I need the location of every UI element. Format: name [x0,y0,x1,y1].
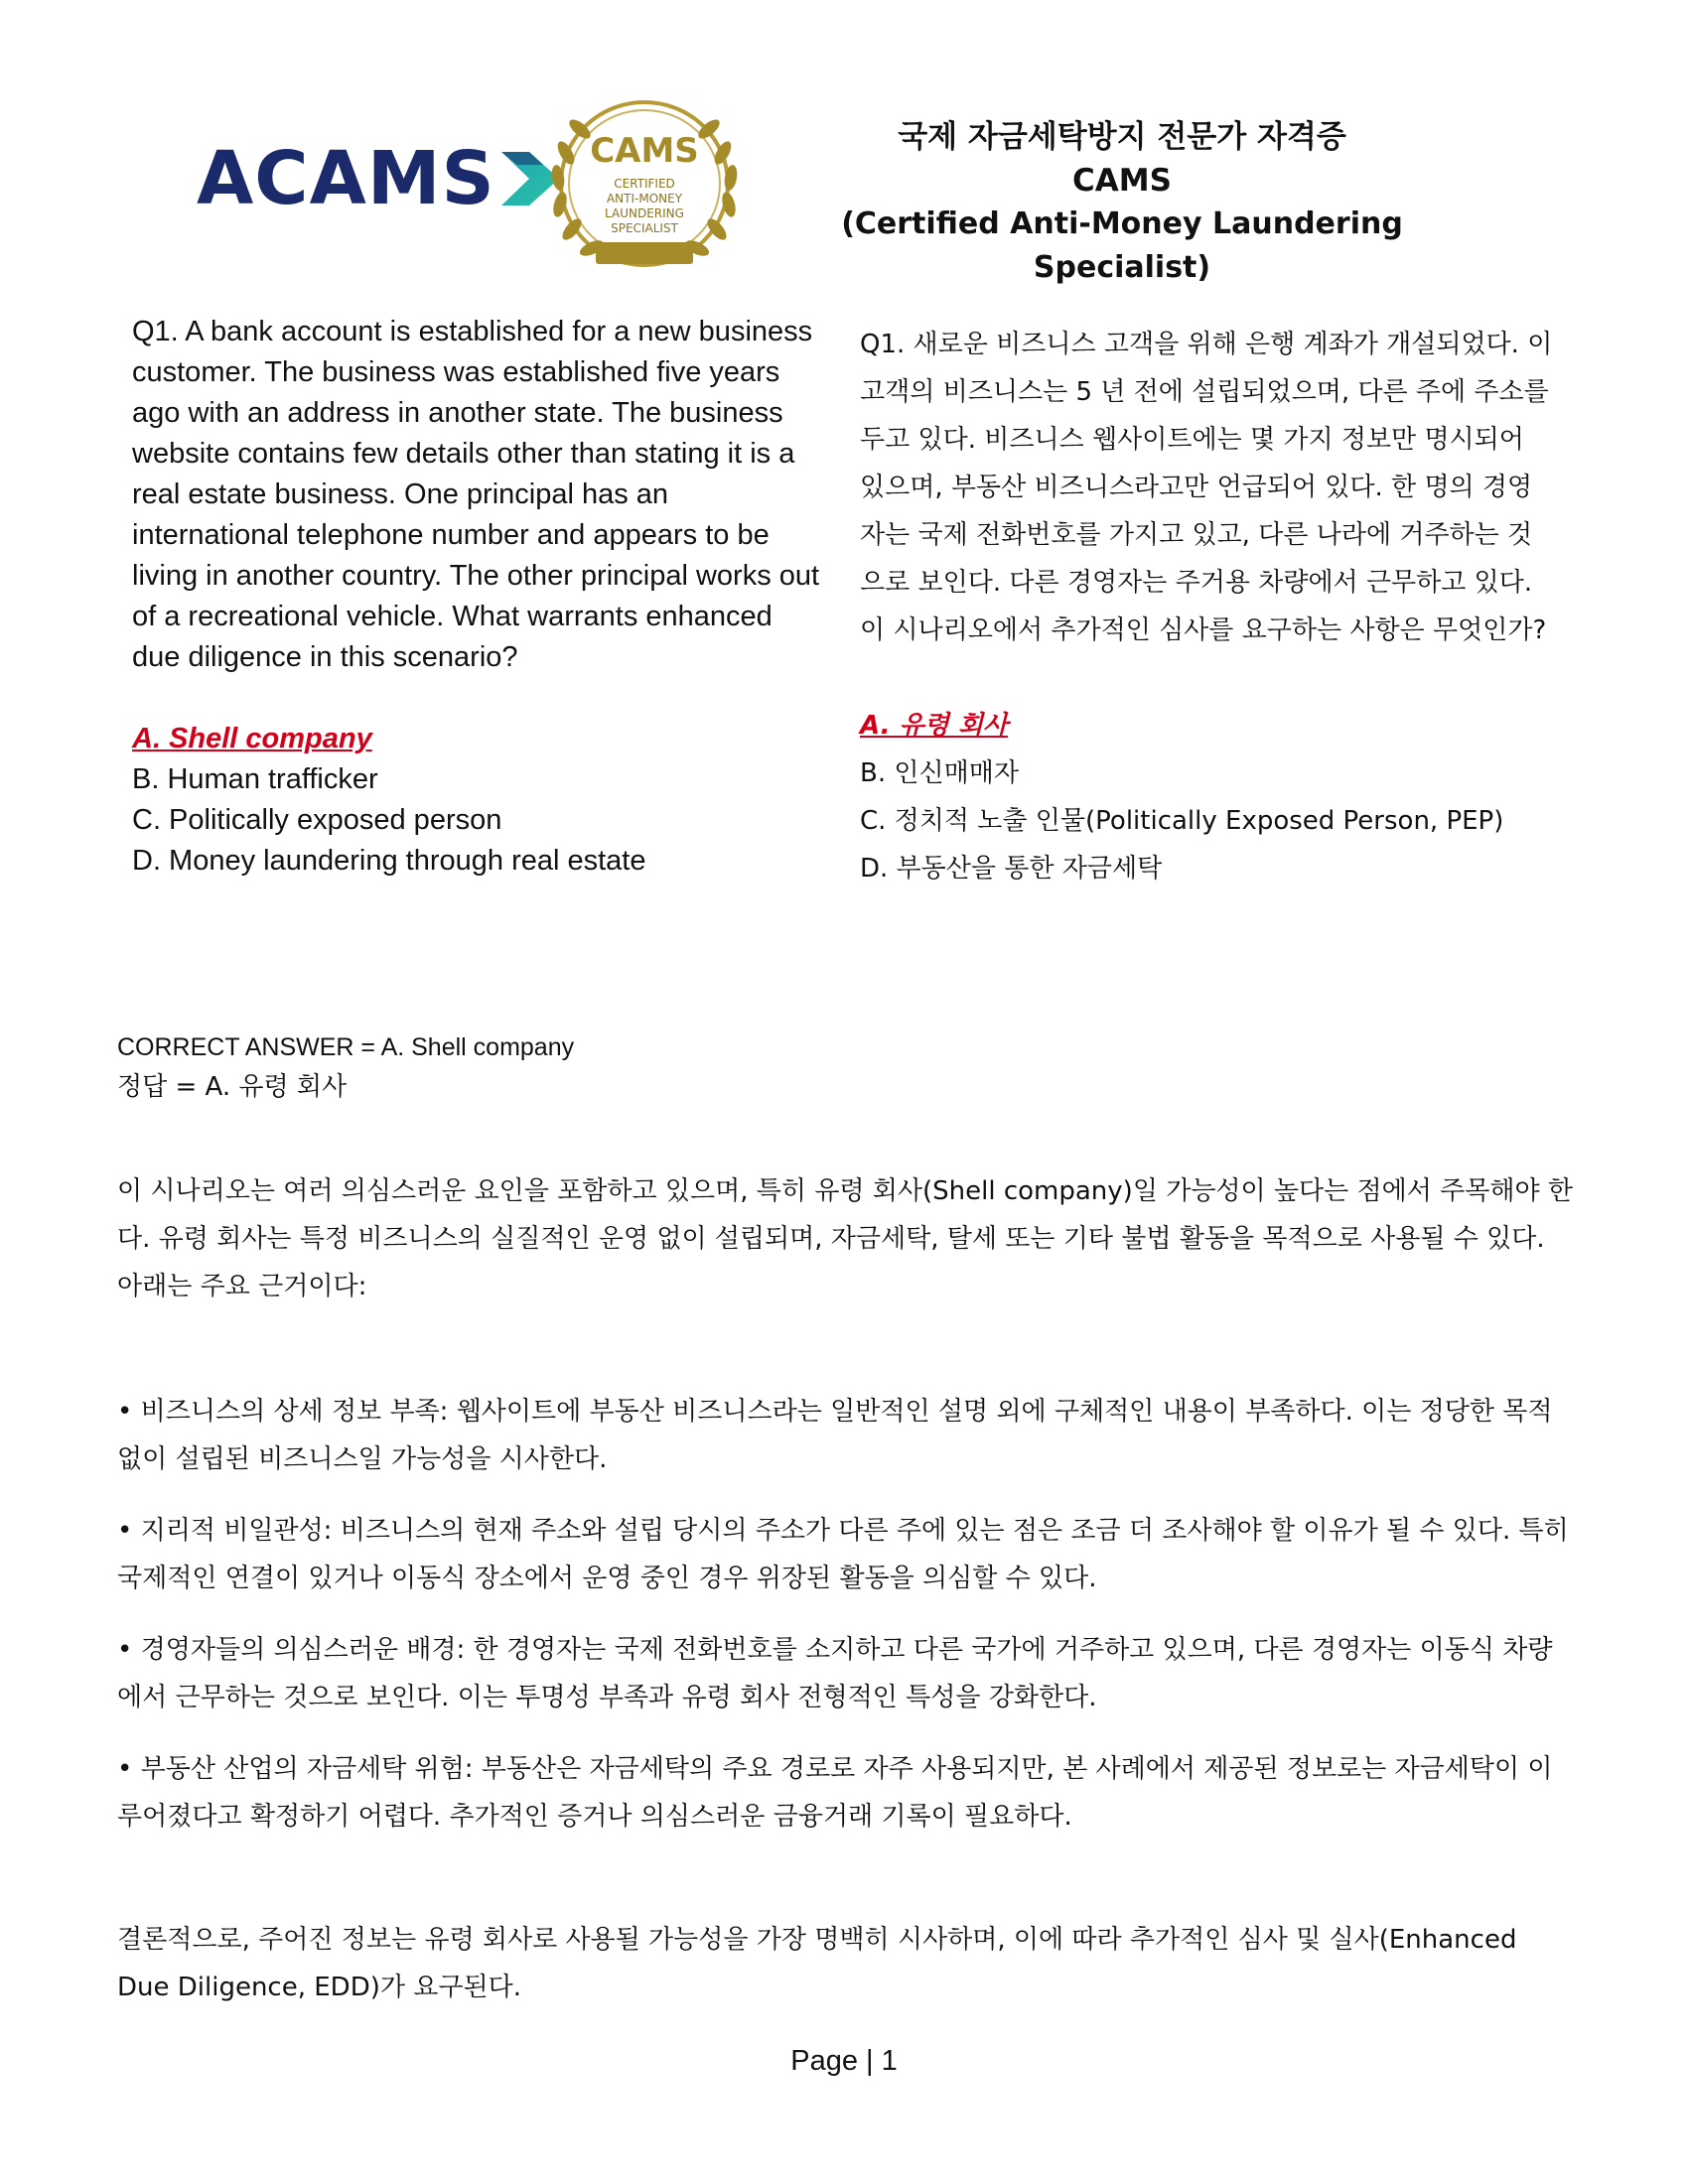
seal-line: ANTI-MONEY [606,192,683,205]
explanation-intro-text: 이 시나리오는 여러 의심스러운 요인을 포함하고 있으며, 특히 유령 회사(Shell company)일 가능성이 높다는 점에서 주목해야 한다. 유령 회사는 특정 비즈니스의 실질적인 운영 없이 설립되며, 자금세탁, 탈세 또는 기타 불법 활동을 목적으로 사용될 수 있다. 아래는 주요 근거이다: [117,1176,1573,1301]
title-english: (Certified Anti-Money Laundering Specialist) [841,206,1403,285]
answer-options-ko [860,702,1555,892]
option-c-ko: C. 정치적 노출 인물(Politically Exposed Person, PEP) [860,806,1504,836]
acams-logo [197,136,574,221]
correct-answer [117,1027,1567,1107]
acams-logo-text: ACAMS [197,136,495,221]
correct-answer-ko: 정답 = A. 유령 회사 [117,1072,348,1102]
answer-options [132,719,827,882]
question-korean [860,321,1555,892]
option-a-correct-ko: A. 유령 회사 [860,711,1009,741]
question-text-ko: Q1. 새로운 비즈니스 고객을 위해 은행 계좌가 개설되었다. 이 고객의 비즈니스는 5 년 전에 설립되었으며, 다른 주에 주소를 두고 있다. 비즈니스 웹사이트에는 몇 가지 정보만 명시되어 있으며, 부동산 비즈니스라고만 언급되어 있다. 한 명의 경영자는 국제 전화번호를 가지고 있고, 다른 나라에 거주하는 것으로 보인다. 다른 경영자는 주거용 차량에서 근무하고 있다. 이 시나리오에서 추가적인 심사를 요구하는 사항은 무엇인가? [860,330,1553,645]
conclusion-text: 결론적으로, 주어진 정보는 유령 회사로 사용될 가능성을 가장 명백히 시사하며, 이에 따라 추가적인 심사 및 실사(Enhanced Due Diligence, EDD)가 요구된다. [117,1925,1517,2002]
option-b: B. Human trafficker [132,763,378,795]
option-b-ko: B. 인신매매자 [860,758,1019,788]
question-english [132,312,827,882]
option-c: C. Politically exposed person [132,804,502,836]
bullet-item: • 부동산 산업의 자금세탁 위험: 부동산은 자금세탁의 주요 경로로 자주 사용되지만, 본 사례에서 제공된 정보로는 자금세탁이 이루어졌다고 확정하기 어렵다. 추가적인 증거나 의심스러운 금융거래 기록이 필요하다. [117,1754,1553,1832]
seal-caption [536,177,753,236]
title-abbreviation: CAMS [1072,163,1172,199]
title-korean: 국제 자금세탁방지 전문가 자격증 [898,119,1346,155]
document-title [755,115,1489,290]
cams-seal [536,93,753,274]
option-a-correct: A. Shell company [132,723,372,754]
bullet-item: • 경영자들의 의심스러운 배경: 한 경영자는 국제 전화번호를 소지하고 다른 국가에 거주하고 있으며, 다른 경영자는 이동식 차량에서 근무하는 것으로 보인다. 이는 투명성 부족과 유령 회사 전형적인 특성을 강화한다. [117,1635,1553,1712]
seal-title: CAMS [590,131,699,171]
explanation-intro [117,1167,1577,1310]
question-text: Q1. A bank account is established for a new business customer. The business was established five years ago with an address in another state. The business website contains few details other than stating it is a real estate business. One principal has an international telephone number and appears to be living in another country. The other principal works out of a recreational vehicle. What warrants enhanced due diligence in this scenario? [132,316,820,673]
page-number: Page | 1 [790,2045,898,2077]
bullet-item: • 지리적 비일관성: 비즈니스의 현재 주소와 설립 당시의 주소가 다른 주에 있는 점은 조금 더 조사해야 할 이유가 될 수 있다. 특히 국제적인 연결이 있거나 이동식 장소에서 운영 중인 경우 위장된 활동을 의심할 수 있다. [117,1516,1569,1593]
option-d-ko: D. 부동산을 통한 자금세탁 [860,854,1163,884]
seal-line: SPECIALIST [611,221,678,235]
seal-line: CERTIFIED [614,177,675,191]
option-d: D. Money laundering through real estate [132,845,646,877]
bullet-item: • 비즈니스의 상세 정보 부족: 웹사이트에 부동산 비즈니스라는 일반적인 설명 외에 구체적인 내용이 부족하다. 이는 정당한 목적 없이 설립된 비즈니스일 가능성을 시사한다. [117,1397,1553,1474]
conclusion [117,1916,1577,2011]
explanation-bullets [117,1388,1577,1864]
correct-answer-en: CORRECT ANSWER = A. Shell company [117,1033,575,1061]
seal-line: LAUNDERING [605,206,684,220]
